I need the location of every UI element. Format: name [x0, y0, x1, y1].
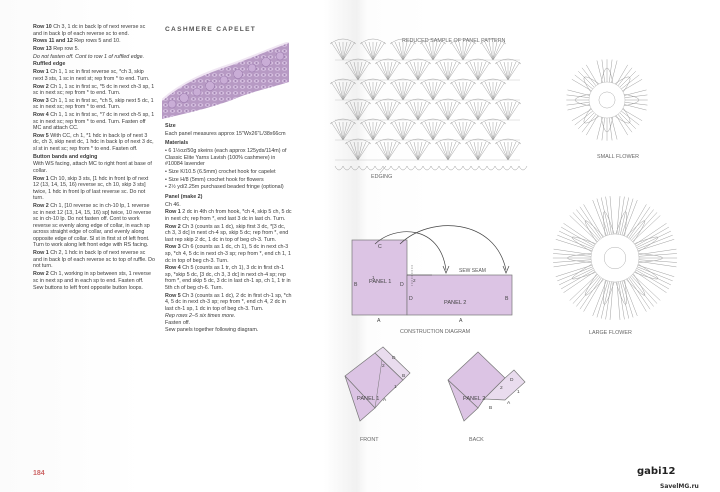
row-label: Ruffled edge	[33, 61, 66, 68]
pattern-title: CASHMERE CAPELET	[165, 26, 257, 33]
size-heading: Size	[165, 123, 176, 129]
back-letter-a: A	[507, 401, 511, 406]
row-text: Rep row 5.	[51, 46, 80, 53]
row-text: Sew buttons to left front opposite button loops.	[33, 285, 143, 292]
panel-intro: Ch 46.	[165, 201, 181, 208]
materials-item: • Size K/10.5 (6.5mm) crochet hook for capelet	[165, 168, 276, 175]
back-diagram	[448, 352, 525, 443]
row-text: 2 dc in 4th ch from hook, *ch 4, skip 5 ch, 5 dc in next ch; rep from *, end last 3 dc in last ch. Turn.	[165, 209, 292, 222]
row-text: Ch 1, 1 sc in first sc, *5 dc in next ch-3 sp, 1 sc in next sc; rep from * to end. Turn.	[33, 83, 155, 97]
row-label: Row 10	[33, 24, 52, 30]
site-watermark: SavelMG.ru	[660, 483, 699, 490]
front-letter-b: B	[402, 374, 406, 379]
row-text: Ch 1, 1 sc in first reverse sc, *ch 3, skip next 3 sts, 1 sc in next st; rep from * to end. Turn.	[33, 69, 150, 82]
row-text: Ch 5 (counts as 1 tr, ch 1), 3 dc in first ch-1 sp, *skip 5 dc, [3 dc, ch 3, 3 dc] in next ch-4 sp; rep from *, end skip 5 dc, 3 dc in last ch-1 sp, ch 1, 1 tr in 5th ch of beg ch-6. Turn.	[165, 265, 291, 291]
letter-d-1: D	[400, 282, 404, 288]
letter-c: C	[378, 244, 382, 250]
closing-line: Sew panels together following diagram.	[165, 326, 259, 333]
closing-line: Fasten off.	[165, 320, 191, 327]
row-label: Row 4	[33, 112, 49, 119]
letter-b-2: B	[505, 296, 509, 302]
row-label: Row 3	[33, 97, 49, 104]
back-letter-b: B	[489, 406, 493, 411]
letter-b: B	[354, 282, 358, 288]
row-text: Ch 6 (counts as 1 dc, ch 1), 5 dc in next ch-3 sp, *ch 4, 5 dc in next ch-3 sp; rep from *, end ch 1, 1 dc in top of beg ch-3. Turn.	[165, 244, 291, 264]
row-text: Ch 2, 1 hdc in back lp of next reverse sc and in back lp of each reverse sc to top of ruffle. Do not turn.	[33, 250, 155, 270]
row-label: Row 1	[33, 69, 49, 76]
signature-watermark: gabi12	[637, 466, 676, 477]
construction-panel-2	[407, 275, 512, 315]
row-text: With WS facing, attach MC to right front at base of collar.	[33, 161, 152, 174]
row-text: Ch 1, 1 sc in first sc, *7 dc in next ch-5 sp, 1 sc in next sc; rep from * to end. Turn. Fasten off MC and attach CC.	[33, 112, 155, 132]
row-label: Row 2	[33, 270, 49, 277]
back-number-1: 1	[517, 390, 520, 395]
front-letter-d: D	[392, 356, 396, 361]
sample-chart-title: REDUCED SAMPLE OF PANEL PATTERN	[402, 38, 506, 44]
row-label: Row 3	[165, 244, 181, 251]
back-panel-label: PANEL 2	[463, 396, 486, 402]
construction-panel-1	[352, 240, 407, 315]
letter-d-2: D	[409, 296, 413, 302]
construction-panel-1-label: PANEL 1	[369, 279, 392, 285]
row-text: Ch 3, 1 dc in back lp of next reverse sc and in back lp of each reverse sc to end.	[33, 24, 146, 37]
construction-diagram	[352, 226, 512, 335]
row-text: Ch 3 (counts as 1 dc), 2 dc in first ch-1 sp, *ch 4, 5 dc in next ch-3 sp; rep from *, end ch 4, 2 dc in last ch-1 sp, 1 dc in top of beg ch-3. Turn.	[165, 292, 292, 312]
panel-stitch-chart	[330, 39, 527, 170]
back-number-2: 2	[500, 386, 503, 391]
row-label: Row 1	[33, 175, 49, 182]
row-text: Ch 10, skip 3 sts, [1 hdc in front lp of next 12 (13, 14, 15, 16) reverse sc, ch 10, skip 3 sts] twice, 1 hdc in front lp of last reverse sc. Do not turn.	[33, 175, 149, 202]
large-flower-label: LARGE FLOWER	[589, 330, 632, 336]
row-label: Row 2	[165, 223, 181, 230]
front-diagram	[345, 347, 410, 443]
row-text: Rep rows 5 and 10.	[72, 38, 121, 45]
row-label: Row 5	[165, 292, 181, 299]
number-2: 2	[413, 278, 416, 283]
row-label: Button bands and edging	[33, 153, 98, 160]
row-label: Row 2	[33, 203, 49, 210]
size-text: Each panel measures approx 15"Wx26"L/38x66cm	[165, 130, 286, 137]
row-label: Row 5	[33, 132, 49, 139]
row-text: Ch 1, 1 sc in first sc, *ch 5, skip next 5 dc, 1 sc in next sc; rep from * to end. Turn.	[33, 97, 154, 111]
closing-line: Rep rows 2–5 six times more.	[165, 313, 236, 320]
sew-seam-label: SEW SEAM	[459, 268, 486, 274]
back-letter-d: D	[510, 378, 514, 383]
front-label: FRONT	[360, 437, 379, 443]
front-number-1: 1	[394, 385, 397, 390]
number-1: 1	[372, 275, 375, 280]
letter-a-1: A	[377, 318, 381, 324]
front-number-2: 2	[382, 364, 385, 369]
materials-heading: Materials	[165, 140, 189, 147]
row-label: Row 1	[33, 250, 49, 257]
row-label: Row 1	[165, 209, 181, 216]
row-label: Row 2	[33, 83, 49, 90]
row-text: Ch 1, [10 reverse sc in ch-10 lp, 1 reverse sc in next 12 (13, 14, 15, 16) sp] twice, 10 reverse sc in ch-10 lp. Do not fasten off. Cont to work reverse sc evenly along edge of collar, in each sp across straight edge of collar, and evenly along opposite edge of collar. Sl st in first st of left front. Turn to work along left front edge with RS facing.	[33, 203, 152, 249]
materials-item: • 2½ yd/2.25m purchased beaded fringe (optional)	[165, 184, 284, 191]
row-text: With CC, ch 1, *1 hdc in back lp of next 3 dc, ch 3, skip next dc, 1 hdc in back lp of next 3 dc, sl st in next sc; rep from * to end. Fasten off.	[33, 132, 154, 152]
construction-panel-2-label: PANEL 2	[444, 300, 467, 306]
back-label: BACK	[469, 437, 484, 443]
letter-a-2: A	[459, 318, 463, 324]
edging-label: EDGING	[371, 174, 393, 180]
row-label: Row 13	[33, 46, 52, 53]
small-flower-chart	[566, 59, 647, 140]
row-text: Do not fasten off. Cont to row 1 of ruffled edge.	[33, 53, 145, 60]
row-label: Row 4	[165, 265, 181, 272]
row-label: Rows 11 and 12	[33, 38, 73, 45]
front-panel-label: PANEL 1	[357, 396, 380, 402]
row-text: Ch 3 (counts as 1 dc), skip first 3 dc, *[3 dc, ch 3, 3 dc] in next ch-4 sp, skip 5 dc; rep from *, end last rep skip 2 dc, 1 dc in top of beg ch-3. Turn.	[165, 223, 289, 243]
construction-diagram-label: CONSTRUCTION DIAGRAM	[400, 329, 471, 335]
small-flower-label: SMALL FLOWER	[597, 154, 640, 160]
panel-heading: Panel (make 2)	[165, 193, 203, 200]
row-text: Ch 1, working in sp between sts, 1 reverse sc in next sp and in each sp to end. Fasten off.	[33, 270, 151, 284]
large-flower-chart	[553, 196, 677, 320]
front-letter-a: A	[383, 398, 387, 403]
materials-item: • Size H/8 (5mm) crochet hook for flowers	[165, 176, 264, 183]
page-number: 184	[33, 470, 45, 477]
materials-item: • 6 1½oz/50g skeins (each approx 125yds/114m) of Classic Elite Yarns Lavish (100% cashmere) in #10084 lavender	[165, 148, 287, 168]
